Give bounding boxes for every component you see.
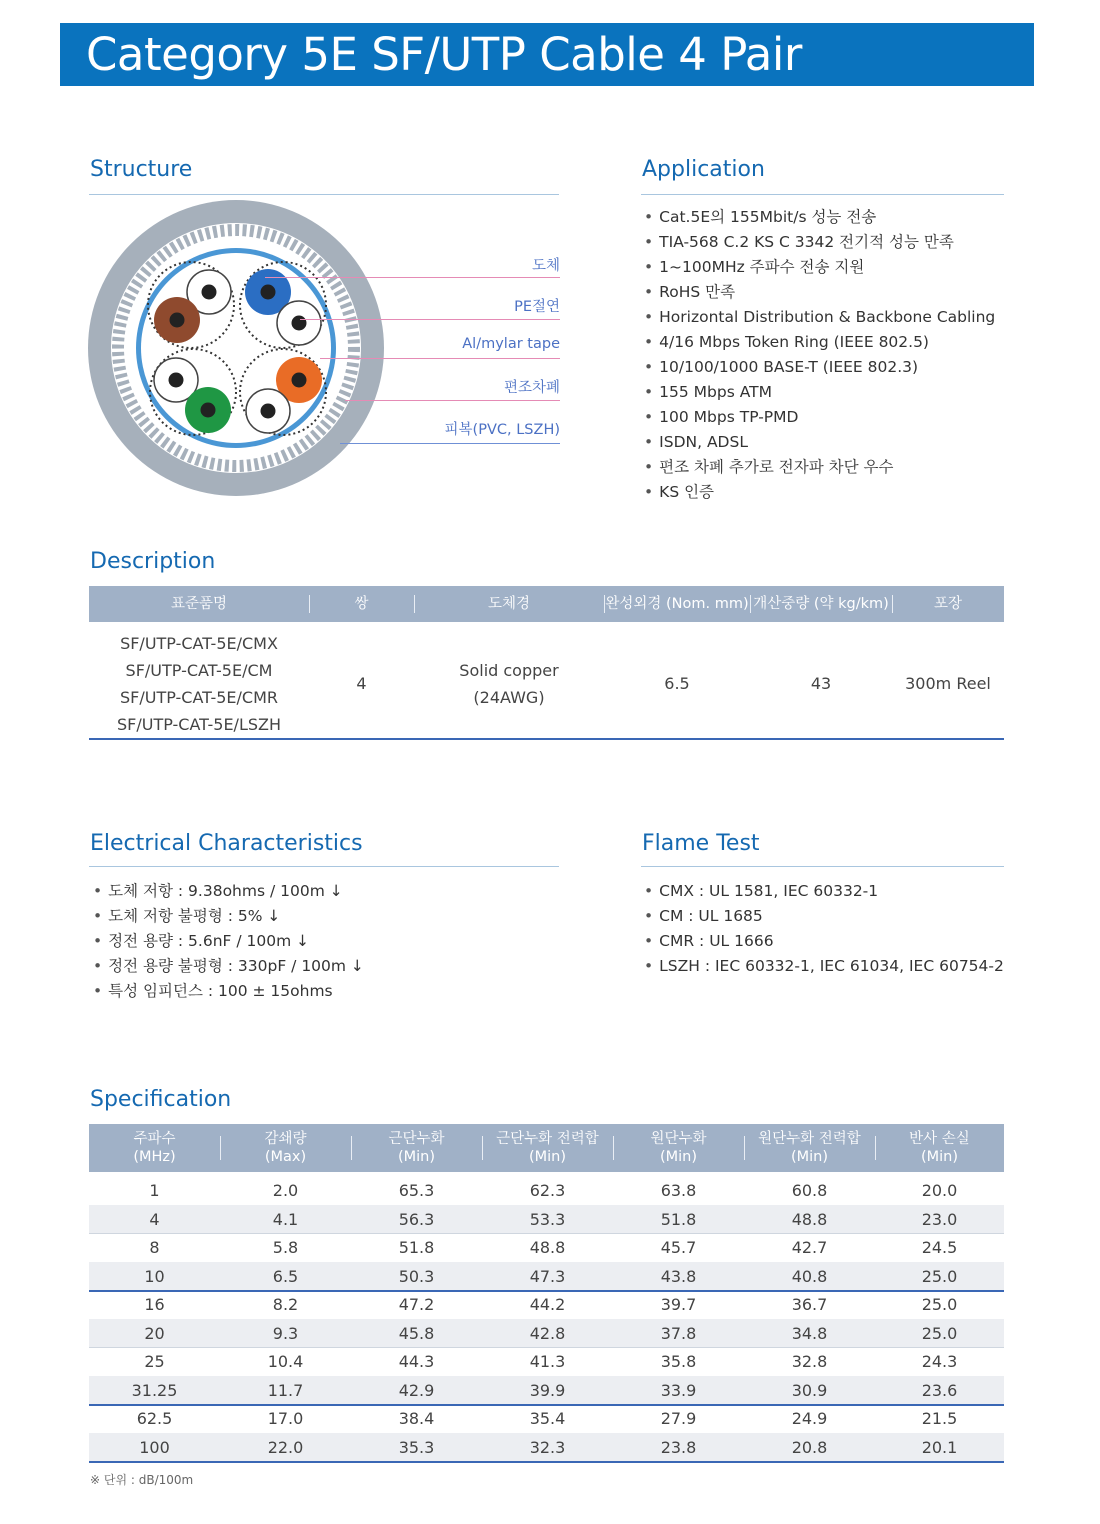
desc-product-name: SF/UTP-CAT-5E/CMR	[119, 688, 279, 707]
table-row	[89, 1347, 1004, 1376]
table-cell: 48.8	[529, 1238, 566, 1257]
flame-item: • CMR : UL 1666	[644, 929, 1004, 954]
electrical-item: • 도체 저항 : 9.38ohms / 100m ↓	[93, 879, 364, 904]
table-cell: 45.8	[398, 1323, 435, 1343]
table-cell: 44.2	[529, 1295, 566, 1314]
flame-list	[644, 879, 1004, 979]
table-cell: 33.9	[660, 1380, 697, 1400]
table-row	[89, 1319, 1004, 1348]
desc-col-packing: 포장	[933, 596, 962, 612]
application-item: • 10/100/1000 BASE-T (IEEE 802.3)	[644, 355, 995, 380]
table-cell: 8.2	[272, 1295, 299, 1314]
table-cell: 5.8	[272, 1238, 299, 1257]
table-cell: 20.8	[791, 1437, 828, 1457]
specification-heading: Specification	[90, 1087, 232, 1112]
table-cell: 51.8	[660, 1209, 697, 1229]
table-cell: 36.7	[791, 1295, 828, 1314]
label-jacket: 피복(PVC, LSZH)	[444, 422, 560, 438]
description-heading: Description	[90, 549, 216, 574]
flame-item: • CMX : UL 1581, IEC 60332-1	[644, 879, 1004, 904]
table-cell: 42.7	[791, 1238, 828, 1257]
table-cell: 25.0	[921, 1266, 958, 1286]
electrical-list	[93, 879, 364, 1004]
table-cell: 24.3	[921, 1352, 958, 1371]
table-cell: 16	[144, 1295, 165, 1314]
leader-conductor	[265, 277, 560, 278]
electrical-item: • 정전 용량 불평형 : 330pF / 100m ↓	[93, 954, 364, 979]
flame-heading: Flame Test	[642, 831, 760, 856]
structure-rule	[89, 194, 559, 195]
table-cell: 23.6	[921, 1380, 958, 1400]
desc-col-outer-diameter: 완성외경 (Nom. mm)	[605, 596, 749, 612]
table-cell: 38.4	[398, 1409, 435, 1428]
table-cell: 37.8	[660, 1323, 697, 1343]
label-conductor: 도체	[531, 258, 560, 274]
leader-pe-insulation	[300, 319, 560, 320]
application-item: • TIA-568 C.2 KS C 3342 전기적 성능 만족	[644, 230, 995, 255]
spec-col-next: 근단누화 (Min)	[388, 1131, 445, 1165]
application-item: • RoHS 만족	[644, 280, 995, 305]
table-cell: 20.1	[921, 1437, 958, 1457]
table-cell: 23.0	[921, 1209, 958, 1229]
table-cell: 100	[139, 1437, 170, 1457]
application-item: • KS 인증	[644, 480, 995, 505]
application-item: • 155 Mbps ATM	[644, 380, 995, 405]
table-row	[89, 1205, 1004, 1234]
spec-col-fext: 원단누화 (Min)	[650, 1131, 707, 1165]
table-cell: 63.8	[660, 1181, 697, 1200]
table-cell: 20.0	[921, 1181, 958, 1200]
label-braid-shield: 편조차폐	[503, 380, 560, 396]
table-cell: 43.8	[660, 1266, 697, 1286]
application-item: • 편조 차폐 추가로 전자파 차단 우수	[644, 455, 995, 480]
desc-col-pairs: 쌍	[354, 596, 369, 612]
table-cell: 17.0	[267, 1409, 304, 1428]
flame-rule	[641, 866, 1004, 867]
desc-col-weight: 개산중량 (약 kg/km)	[753, 596, 889, 612]
table-cell: 42.8	[529, 1323, 566, 1343]
spec-col-return-loss: 반사 손실 (Min)	[909, 1131, 970, 1165]
application-item: • Cat.5E의 155Mbit/s 성능 전송	[644, 205, 995, 230]
title-banner	[60, 23, 1034, 86]
table-cell: 6.5	[272, 1266, 299, 1286]
table-cell: 22.0	[267, 1437, 304, 1457]
application-item: • ISDN, ADSL	[644, 430, 995, 455]
desc-conductor-value: Solid copper (24AWG)	[459, 661, 559, 707]
table-cell: 56.3	[398, 1209, 435, 1229]
desc-product-name: SF/UTP-CAT-5E/LSZH	[117, 715, 281, 734]
desc-product-name: SF/UTP-CAT-5E/CM	[125, 661, 273, 680]
table-cell: 31.25	[131, 1380, 178, 1400]
row-divider	[89, 1461, 1004, 1463]
table-cell: 2.0	[272, 1181, 299, 1200]
description-table-bottom-rule	[89, 738, 1004, 740]
cable-cross-section-diagram	[88, 200, 388, 500]
table-cell: 35.8	[660, 1352, 697, 1371]
flame-item: • CM : UL 1685	[644, 904, 1004, 929]
table-cell: 10	[144, 1266, 165, 1286]
table-row	[89, 1290, 1004, 1319]
desc-col-product-name: 표준품명	[170, 596, 228, 612]
table-row	[89, 1433, 1004, 1462]
desc-weight-value: 43	[810, 674, 832, 693]
spec-col-attenuation: 감쇄량 (Max)	[264, 1131, 307, 1165]
table-cell: 62.3	[529, 1181, 566, 1200]
table-cell: 32.8	[791, 1352, 828, 1371]
desc-product-names	[89, 630, 309, 738]
desc-pairs-value: 4	[356, 674, 367, 693]
electrical-heading: Electrical Characteristics	[90, 831, 363, 856]
table-cell: 11.7	[267, 1380, 304, 1400]
table-row	[89, 1404, 1004, 1433]
table-cell: 25.0	[921, 1295, 958, 1314]
table-cell: 44.3	[398, 1352, 435, 1371]
table-cell: 4.1	[272, 1209, 299, 1229]
desc-outer-diameter-value: 6.5	[664, 674, 690, 693]
table-cell: 42.9	[398, 1380, 435, 1400]
application-heading: Application	[642, 157, 765, 182]
table-row	[89, 1262, 1004, 1291]
leader-jacket	[340, 443, 560, 444]
table-cell: 24.5	[921, 1238, 958, 1257]
table-cell: 27.9	[660, 1409, 697, 1428]
application-item: • 4/16 Mbps Token Ring (IEEE 802.5)	[644, 330, 995, 355]
table-cell: 10.4	[267, 1352, 304, 1371]
application-rule	[641, 194, 1004, 195]
table-cell: 23.8	[660, 1437, 697, 1457]
page-title: Category 5E SF/UTP Cable 4 Pair	[86, 28, 802, 81]
application-item: • 1~100MHz 주파수 전송 지원	[644, 255, 995, 280]
table-cell: 30.9	[791, 1380, 828, 1400]
table-cell: 48.8	[791, 1209, 828, 1229]
table-cell: 25	[144, 1352, 165, 1371]
spec-col-psnext: 근단누화 전력합 (Min)	[496, 1131, 599, 1165]
spec-col-frequency: 주파수 (MHz)	[133, 1131, 176, 1165]
table-cell: 32.3	[529, 1437, 566, 1457]
table-cell: 9.3	[272, 1323, 299, 1343]
desc-product-name: SF/UTP-CAT-5E/CMX	[120, 634, 278, 653]
table-cell: 40.8	[791, 1266, 828, 1286]
table-cell: 35.4	[529, 1409, 566, 1428]
leader-al-mylar-tape	[320, 358, 560, 359]
desc-col-conductor: 도체경	[487, 596, 531, 612]
table-cell: 8	[149, 1238, 160, 1257]
structure-heading: Structure	[90, 157, 193, 182]
flame-item: • LSZH : IEC 60332-1, IEC 61034, IEC 60754-2	[644, 954, 1004, 979]
table-cell: 4	[149, 1209, 160, 1229]
label-pe-insulation: PE절연	[514, 299, 560, 315]
leader-braid-shield	[345, 400, 560, 401]
spec-unit-note: ※ 단위 : dB/100m	[90, 1473, 194, 1487]
label-al-mylar-tape: Al/mylar tape	[462, 336, 560, 352]
spec-col-psfext: 원단누화 전력합 (Min)	[758, 1131, 861, 1165]
desc-packing-value: 300m Reel	[905, 674, 991, 693]
table-cell: 45.7	[660, 1238, 697, 1257]
table-cell: 60.8	[791, 1181, 828, 1200]
electrical-item: • 도체 저항 불평형 : 5% ↓	[93, 904, 364, 929]
electrical-rule	[89, 866, 559, 867]
table-cell: 41.3	[529, 1352, 566, 1371]
electrical-item: • 정전 용량 : 5.6nF / 100m ↓	[93, 929, 364, 954]
table-cell: 62.5	[136, 1409, 173, 1428]
spec-table-header	[89, 1124, 1004, 1172]
table-cell: 34.8	[791, 1323, 828, 1343]
table-row	[89, 1376, 1004, 1405]
electrical-item: • 특성 임피던스 : 100 ± 15ohms	[93, 979, 364, 1004]
application-list	[644, 205, 995, 505]
table-cell: 20	[144, 1323, 165, 1343]
application-item: • 100 Mbps TP-PMD	[644, 405, 995, 430]
application-item: • Horizontal Distribution & Backbone Cabling	[644, 305, 995, 330]
table-cell: 47.3	[529, 1266, 566, 1286]
table-cell: 35.3	[398, 1437, 435, 1457]
table-cell: 51.8	[398, 1238, 435, 1257]
table-cell: 39.7	[660, 1295, 697, 1314]
table-row	[89, 1176, 1004, 1205]
table-cell: 50.3	[398, 1266, 435, 1286]
table-cell: 65.3	[398, 1181, 435, 1200]
table-cell: 21.5	[921, 1409, 958, 1428]
table-cell: 39.9	[529, 1380, 566, 1400]
table-cell: 53.3	[529, 1209, 566, 1229]
table-cell: 24.9	[791, 1409, 828, 1428]
table-row	[89, 1233, 1004, 1262]
table-cell: 1	[149, 1181, 160, 1200]
table-cell: 25.0	[921, 1323, 958, 1343]
table-cell: 47.2	[398, 1295, 435, 1314]
description-table-header	[89, 586, 1004, 622]
